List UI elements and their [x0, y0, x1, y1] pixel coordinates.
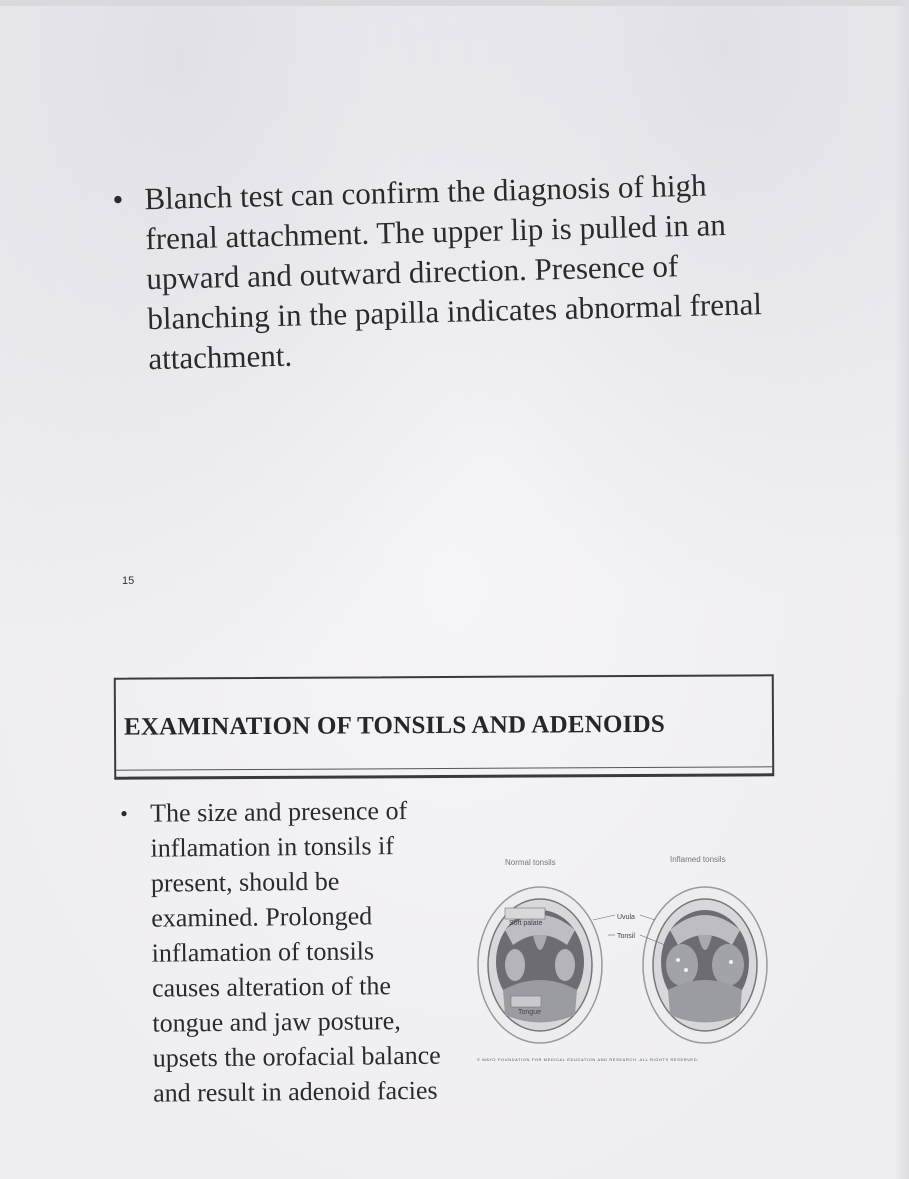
caption-normal-tonsils: Normal tonsils	[505, 858, 556, 867]
blanch-test-text: Blanch test can confirm the diagnosis of high frenal attachment. The upper lip is pulled in an upward and outward direction. Presence of blanching in the papilla indicates abnormal frenal attachment.	[144, 167, 763, 377]
normal-mouth-illustration	[478, 887, 602, 1043]
heading-underline	[116, 766, 772, 770]
page-number: 15	[122, 575, 135, 587]
label-tonsil: Tonsil	[617, 933, 635, 940]
inflamed-mouth-illustration	[643, 887, 767, 1043]
tonsils-figure	[475, 850, 775, 1065]
figure-copyright: © MAYO FOUNDATION FOR MEDICAL EDUCATION AND RESEARCH. ALL RIGHTS RESERVED.	[477, 1057, 699, 1062]
scan-right-edge	[895, 0, 909, 1179]
tonsils-bullet	[120, 793, 443, 1111]
label-tongue: Tongue	[518, 1009, 541, 1016]
label-soft-palate: Soft palate	[509, 920, 543, 927]
section-heading: EXAMINATION OF TONSILS AND ADENOIDS	[123, 710, 665, 741]
caption-inflamed-tonsils: Inflamed tonsils	[670, 855, 726, 864]
bullet-marker: •	[112, 181, 124, 217]
mouth-illustrations	[475, 870, 775, 1070]
section-heading-box	[114, 674, 775, 779]
label-uvula: Uvula	[617, 914, 635, 921]
scan-top-edge	[0, 0, 909, 6]
blanch-test-bullet	[112, 164, 777, 380]
tonsils-text: The size and presence of inflamation in tonsils if present, should be examined. Prolonged inflamation of tonsils causes alteration of the tongue and jaw posture, upsets the orofacial balance and result in adenoid facies	[150, 795, 441, 1108]
bullet-marker: •	[120, 800, 129, 826]
